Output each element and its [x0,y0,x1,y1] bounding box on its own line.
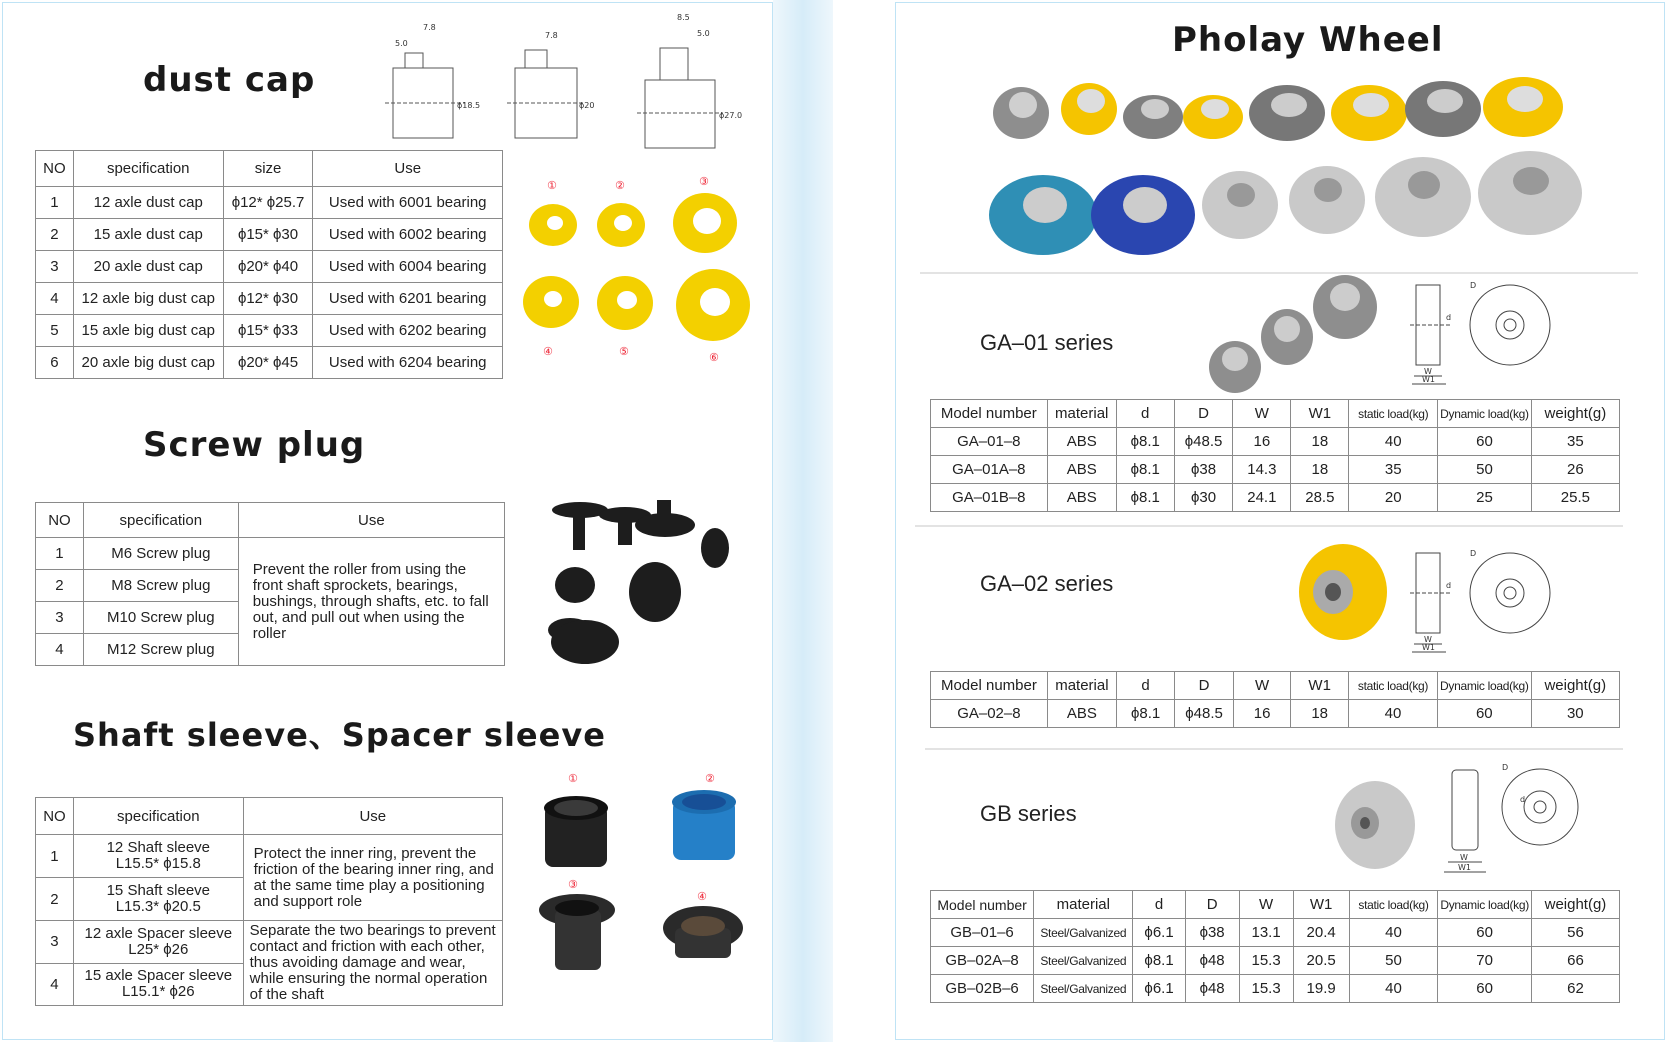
table-row: GA–01–8 ABS ϕ8.1 ϕ48.5 16 18 40 60 35 [931,428,1620,456]
svg-text:①: ① [568,772,578,785]
table-row: 3 20 axle dust cap ϕ20* ϕ40 Used with 6004 bearing [36,251,503,283]
svg-text:7.8: 7.8 [423,23,436,32]
dust-cap-photo-2 [597,203,645,247]
table-row: 5 15 axle big dust cap ϕ15* ϕ33 Used with 6202 bearing [36,315,503,347]
divider [915,525,1623,527]
ga02-dimension-drawing [1410,548,1560,658]
table-row: GB–02B–6 Steel/Galvanized ϕ6.1 ϕ48 15.3 19.9 40 60 62 [931,975,1620,1003]
table-row: 3 12 axle Spacer sleeve L25* ϕ26 Separate the two bearings to prevent contact and friction with each other, thus avoiding damage and wear, while ensuring the normal operation of the shaft [36,921,503,964]
screw-plug-title: Screw plug [143,425,366,465]
photo-number: ④ [543,345,553,358]
gb-dimension-drawing [1440,762,1590,882]
dust-cap-photo-1 [529,204,577,246]
svg-text:②: ② [705,772,715,785]
ga01-table [930,399,1620,512]
table-row: 2 M8 Screw plug [36,570,505,602]
svg-text:W1: W1 [1422,375,1435,384]
svg-text:5.0: 5.0 [395,39,408,48]
screw-plug-photo [525,490,745,665]
table-row: 6 20 axle big dust cap ϕ20* ϕ45 Used with 6204 bearing [36,347,503,379]
table-row: 2 15 axle dust cap ϕ15* ϕ30 Used with 6002 bearing [36,219,503,251]
svg-text:D: D [1470,281,1477,290]
table-header: NO specification Use [36,503,505,538]
svg-text:ϕ20: ϕ20 [579,101,595,110]
table-row: GB–02A–8 Steel/Galvanized ϕ8.1 ϕ48 15.3 20.5 50 70 66 [931,947,1620,975]
svg-text:d: d [1446,581,1452,590]
table-row: 4 15 axle Spacer sleeve L15.1* ϕ26 [36,963,503,1006]
dust-cap-title: dust cap [143,60,316,100]
dust-cap-photo-3 [673,193,737,253]
table-row: GA–01A–8 ABS ϕ8.1 ϕ38 14.3 18 35 50 26 [931,456,1620,484]
svg-text:8.5: 8.5 [677,13,690,22]
svg-text:③: ③ [568,878,578,891]
dust-cap-photos [515,175,775,375]
svg-text:d: d [1520,795,1526,804]
photo-number: ② [615,179,625,192]
sleeve-table [35,797,503,1006]
table-row: GA–02–8 ABS ϕ8.1 ϕ48.5 16 18 40 60 30 [931,700,1620,728]
sleeve-title: Shaft sleeve、Spacer sleeve [73,716,606,754]
svg-text:ϕ18.5: ϕ18.5 [457,101,481,110]
svg-text:W: W [1460,853,1468,862]
sleeve-photos [525,770,765,1000]
spacer-sleeve-use: Separate the two bearings to prevent contact and friction with each other, thus avoiding damage and wear, while ensuring the normal operation of the shaft [243,921,502,1006]
divider [920,272,1638,274]
col-use: Use [313,151,503,187]
table-row: GA–01B–8 ABS ϕ8.1 ϕ30 24.1 28.5 20 25 25.5 [931,484,1620,512]
ga02-table [930,671,1620,728]
col-size: size [223,151,313,187]
dust-cap-photo-5 [597,276,653,330]
col-specification: specification [73,151,223,187]
svg-text:D: D [1502,763,1509,772]
sleeve-photo-1 [544,796,608,867]
table-row: 2 15 Shaft sleeve L15.3* ϕ20.5 [36,878,503,921]
table-header: NO specification Use [36,798,503,835]
svg-text:W1: W1 [1422,643,1435,652]
table-row: GB–01–6 Steel/Galvanized ϕ6.1 ϕ38 13.1 20.4 40 60 56 [931,919,1620,947]
ga01-product-photo [1205,275,1395,395]
table-row: 4 M12 Screw plug [36,634,505,666]
table-row: 4 12 axle big dust cap ϕ12* ϕ30 Used with 6201 bearing [36,283,503,315]
gb-series-title: GB series [980,801,1077,826]
svg-text:5.0: 5.0 [697,29,710,38]
table-row: 1 M6 Screw plug Prevent the roller from using the front shaft sprockets, bearings, bushings, through shafts, etc. to fall out, and pull out when using the roller [36,538,505,570]
ga01-series-title: GA–01 series [980,330,1114,355]
dust-cap-table [35,150,503,379]
gb-table [930,890,1620,1003]
svg-text:W1: W1 [1458,863,1471,872]
shaft-sleeve-use: Protect the inner ring, prevent the friction of the bearing inner ring, and at the same time play a positioning and support role [243,835,502,921]
photo-number: ⑤ [619,345,629,358]
svg-text:W: W [1424,367,1432,376]
ga01-dimension-drawing [1410,280,1560,390]
svg-text:W: W [1424,635,1432,644]
screw-plug-table [35,502,505,666]
svg-text:D: D [1470,549,1477,558]
dust-cap-photo-4 [523,276,579,328]
col-no: NO [36,151,74,187]
photo-number: ① [547,179,557,192]
table-header [36,151,503,187]
screw-plug-use: Prevent the roller from using the front shaft sprockets, bearings, bushings, through shafts, etc. to fall out, and pull out when using the roller [238,538,504,666]
table-row: 1 12 axle dust cap ϕ12* ϕ25.7 Used with 6001 bearing [36,187,503,219]
divider [925,748,1623,750]
svg-text:④: ④ [697,890,707,903]
gb-product-photo [1330,775,1430,875]
table-row: 1 12 Shaft sleeve L15.5* ϕ15.8 Protect the inner ring, prevent the friction of the bearing inner ring, and at the same time play a positioning and support role [36,835,503,878]
table-header: Model number material d D W W1 static load(kg) Dynamic load(kg) weight(g) [931,672,1620,700]
photo-number: ③ [699,175,709,188]
table-header: Model number material d D W W1 static load(kg) Dynamic load(kg) weight(g) [931,400,1620,428]
pholay-title: Pholay Wheel [1172,20,1444,60]
table-row: 3 M10 Screw plug [36,602,505,634]
dust-cap-drawings [375,8,775,148]
table-header: Model number material d D W W1 static load(kg) Dynamic load(kg) weight(g) [931,891,1620,919]
ga02-product-photo [1295,540,1395,650]
ga02-series-title: GA–02 series [980,571,1114,596]
wheel-row-bottom [989,151,1582,255]
wheel-row-top [993,77,1563,141]
sleeve-photo-4 [663,906,743,958]
svg-text:d: d [1446,313,1452,322]
photo-number: ⑥ [709,351,719,364]
wheel-catalog-photo [985,75,1595,270]
svg-text:ϕ27.0: ϕ27.0 [719,111,743,120]
sleeve-photo-3 [539,894,615,970]
dust-cap-photo-6 [676,269,750,341]
sleeve-photo-2 [672,790,736,860]
page-gutter [773,0,833,1042]
svg-text:7.8: 7.8 [545,31,558,40]
